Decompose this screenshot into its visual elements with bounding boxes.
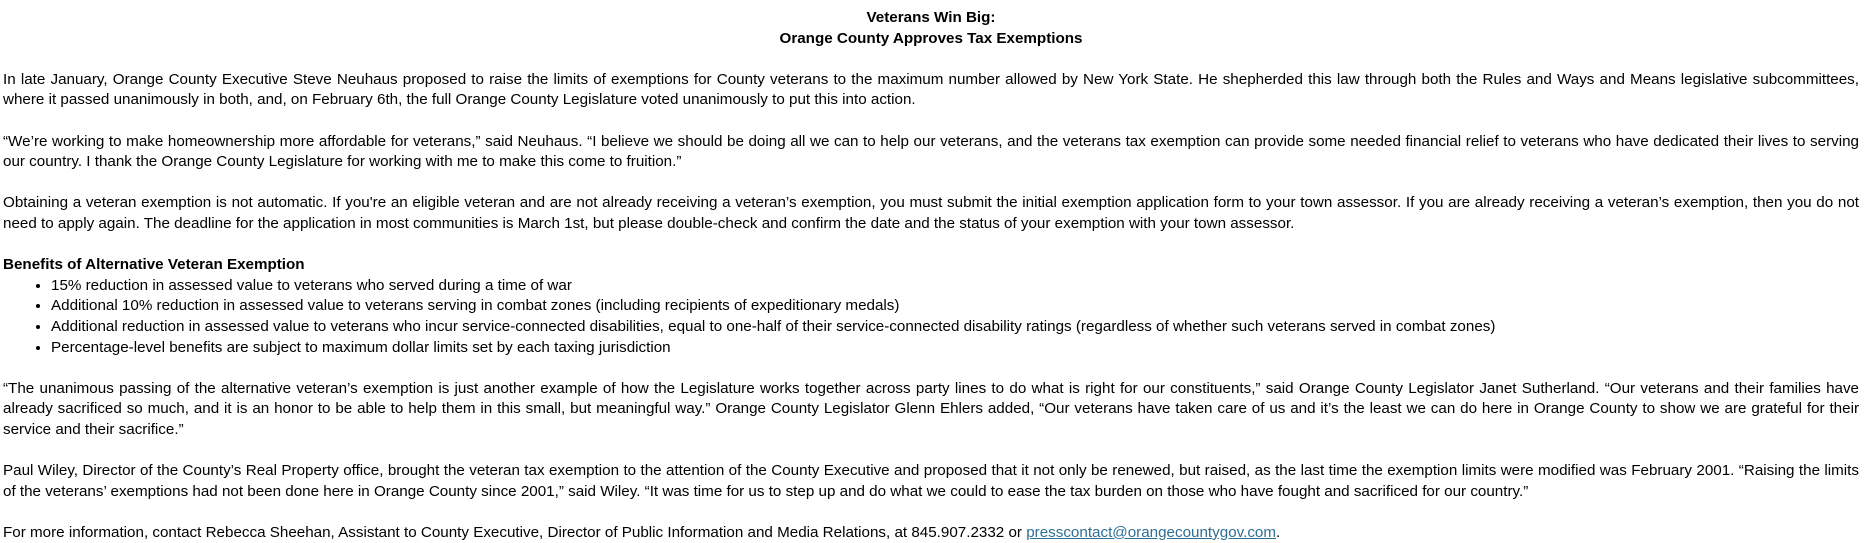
email-link[interactable]: presscontact@orangecountygov.com bbox=[1026, 523, 1277, 541]
contact-paragraph bbox=[3, 523, 1859, 543]
list-item: • 15% reduction in assessed value to veterans who served during a time of war bbox=[51, 276, 1859, 297]
paragraph-sutherland-quote: “The unanimous passing of the alternative veteran’s exemption is just another example of how the Legislature works together across party lines to do what is right for our constituents,” said Orange County Legislator Janet Sutherland. “Our veterans and their families have already sacrificed so much, and it is an honor to be able to help them in this small, but meaningful way.” Orange County Legislator Glenn Ehlers added, “Our veterans have taken care of us and it’s the least we can do here in Orange County to show we are grateful for their service and their sacrifice.” bbox=[3, 379, 1859, 438]
list-item: • Percentage-level benefits are subject to maximum dollar limits set by each taxing jurisdiction bbox=[51, 338, 1859, 359]
paragraph-neuhaus-quote: “We’re working to make homeownership more affordable for veterans,” said Neuhaus. “I believe we should be doing all we can to help our veterans, and the veterans tax exemption can provide some needed financial relief to veterans who have dedicated their lives to serving our country. I thank the Orange County Legislature for working with me to make this come to fruition.” bbox=[3, 132, 1859, 171]
list-item: • Additional reduction in assessed value to veterans who incur service-connected disabilities, equal to one-half of their service-connected disability ratings (regardless of whether such veterans served in combat zones) bbox=[51, 317, 1859, 338]
benefits-heading: Benefits of Alternative Veteran Exemption bbox=[3, 256, 305, 274]
paragraph-exemption-info: Obtaining a veteran exemption is not automatic. If you're an eligible veteran and are not already receiving a veteran’s exemption, you must submit the initial exemption application form to your town assessor. If you are already receiving a veteran’s exemption, then you do not need to apply again. The deadline for the application in most communities is March 1st, but please double-check and confirm the date and the status of your exemption with your town assessor. bbox=[3, 194, 1859, 232]
list-item: • Additional 10% reduction in assessed value to veterans serving in combat zones (including recipients of expeditionary medals) bbox=[51, 296, 1859, 317]
paragraph-proposal: In late January, Orange County Executive Steve Neuhaus proposed to raise the limits of exemptions for County veterans to the maximum number allowed by New York State. He shepherded this law through both the Rules and Ways and Means legislative subcommittees, where it passed unanimously in both, and, on February 6th, the full Orange County Legislature voted unanimously to put this into action. bbox=[3, 70, 1859, 109]
title-line-1: Veterans Win Big: bbox=[866, 9, 996, 26]
title-line-2: Orange County Approves Tax Exemptions bbox=[779, 29, 1083, 47]
contact-end: . bbox=[1276, 523, 1281, 541]
contact-text: For more information, contact Rebecca Sheehan, Assistant to County Executive, Director of Public Information and Media Relations, at 845.907.2332 or bbox=[3, 523, 1027, 541]
paragraph-wiley-quote: Paul Wiley, Director of the County’s Real Property office, brought the veteran tax exemption to the attention of the County Executive and proposed that it not only be renewed, but raised, as the last time the exemption limits were modified was February 2001. “Raising the limits of the veterans’ exemptions had not been done here in Orange County since 2001,” said Wiley. “It was time for us to step up and do what we could to ease the tax burden on those who have fought and sacrificed for our country.” bbox=[3, 462, 1859, 500]
title-block bbox=[3, 8, 1859, 49]
benefits-list bbox=[3, 276, 1859, 358]
